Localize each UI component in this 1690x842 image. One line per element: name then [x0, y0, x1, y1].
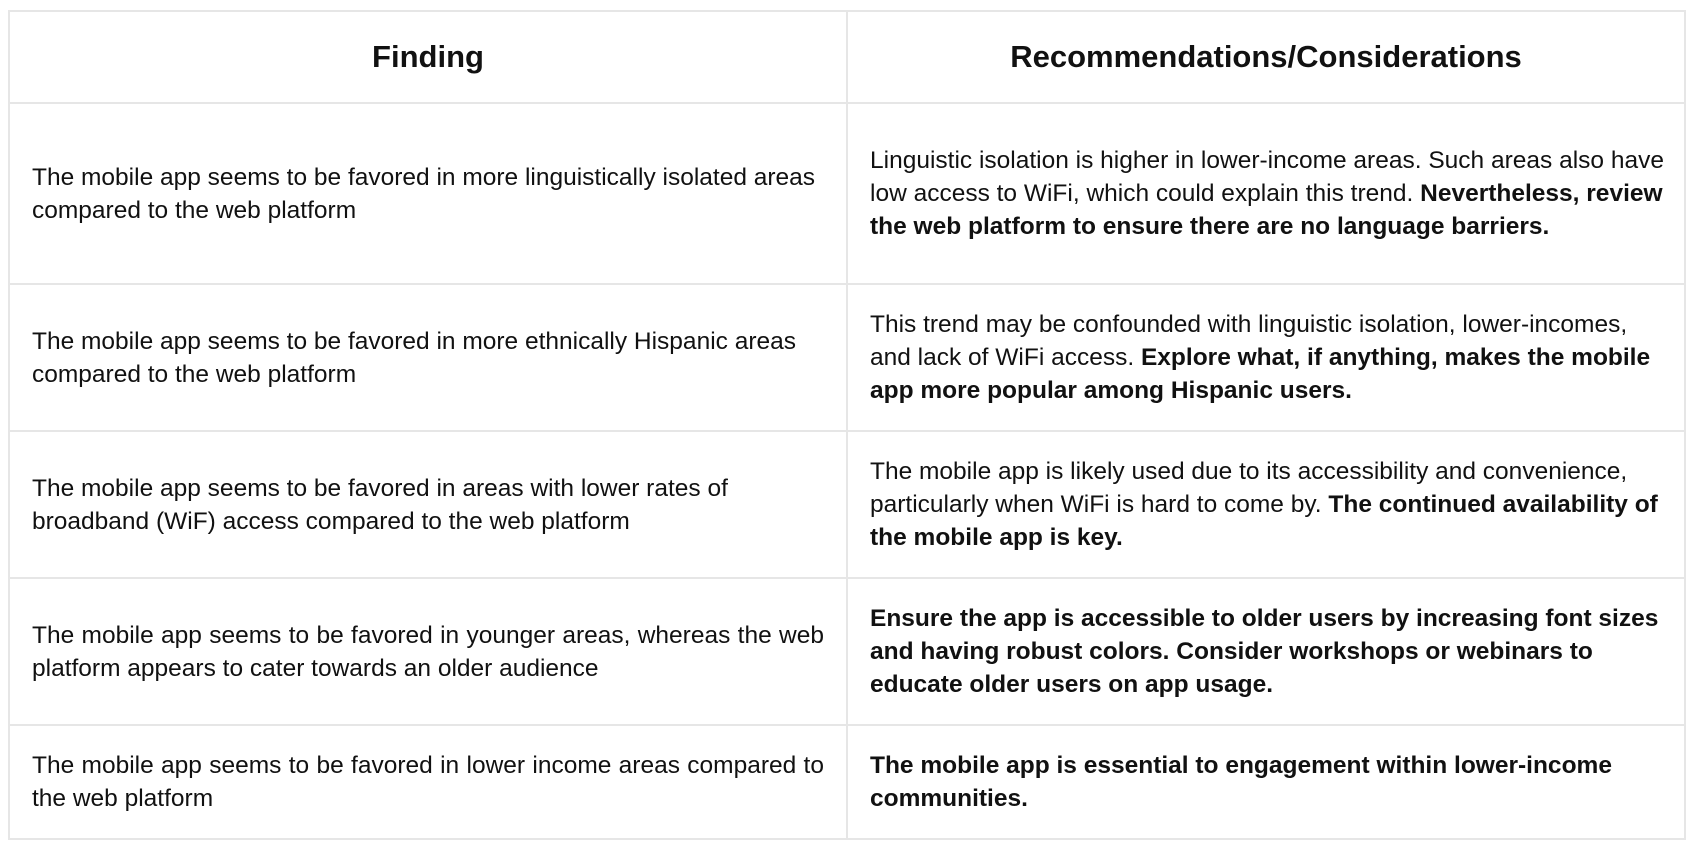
finding-column-header: Finding: [9, 11, 847, 103]
recommendation-emphasis: The continued availability of the mobile app is key.: [870, 491, 1658, 551]
finding-cell: The mobile app seems to be favored in more linguistically isolated areas compared to the web platform: [9, 103, 847, 284]
table-row: [9, 578, 1685, 725]
finding-cell: The mobile app seems to be favored in areas with lower rates of broadband (WiF) access compared to the web platform: [9, 431, 847, 578]
recommendation-cell: [847, 431, 1685, 578]
table-row: [9, 103, 1685, 284]
findings-table: [8, 10, 1686, 840]
recommendation-text: The mobile app is likely used due to its accessibility and convenience, particularly when WiFi is hard to come by.: [870, 458, 1628, 518]
finding-cell: The mobile app seems to be favored in lower income areas compared to the web platform: [9, 725, 847, 839]
recommendation-text: Linguistic isolation is higher in lower-income areas. Such areas also have low access to WiFi, which could explain this trend.: [870, 147, 1664, 207]
recommendation-emphasis: Nevertheless, review the web platform to ensure there are no language barriers.: [870, 180, 1663, 240]
finding-cell: The mobile app seems to be favored in younger areas, whereas the web platform appears to cater towards an older audience: [9, 578, 847, 725]
table-row: [9, 725, 1685, 839]
table-header-row: [9, 11, 1685, 103]
recommendation-emphasis: The mobile app is essential to engagement within lower-income communities.: [870, 752, 1612, 812]
recommendation-emphasis: Ensure the app is accessible to older users by increasing font sizes and having robust colors. Consider workshops or webinars to educate older users on app usage.: [870, 605, 1659, 698]
recommendation-cell: [847, 578, 1685, 725]
recommendation-emphasis: Explore what, if anything, makes the mobile app more popular among Hispanic users.: [870, 344, 1651, 404]
finding-cell: The mobile app seems to be favored in more ethnically Hispanic areas compared to the web platform: [9, 284, 847, 431]
recommendation-cell: [847, 284, 1685, 431]
table-row: [9, 284, 1685, 431]
recommendation-text: This trend may be confounded with linguistic isolation, lower-incomes, and lack of WiFi access.: [870, 311, 1628, 371]
recommendations-column-header: Recommendations/Considerations: [847, 11, 1685, 103]
recommendation-cell: [847, 103, 1685, 284]
table-row: [9, 431, 1685, 578]
findings-table-container: [8, 10, 1684, 840]
recommendation-cell: [847, 725, 1685, 839]
